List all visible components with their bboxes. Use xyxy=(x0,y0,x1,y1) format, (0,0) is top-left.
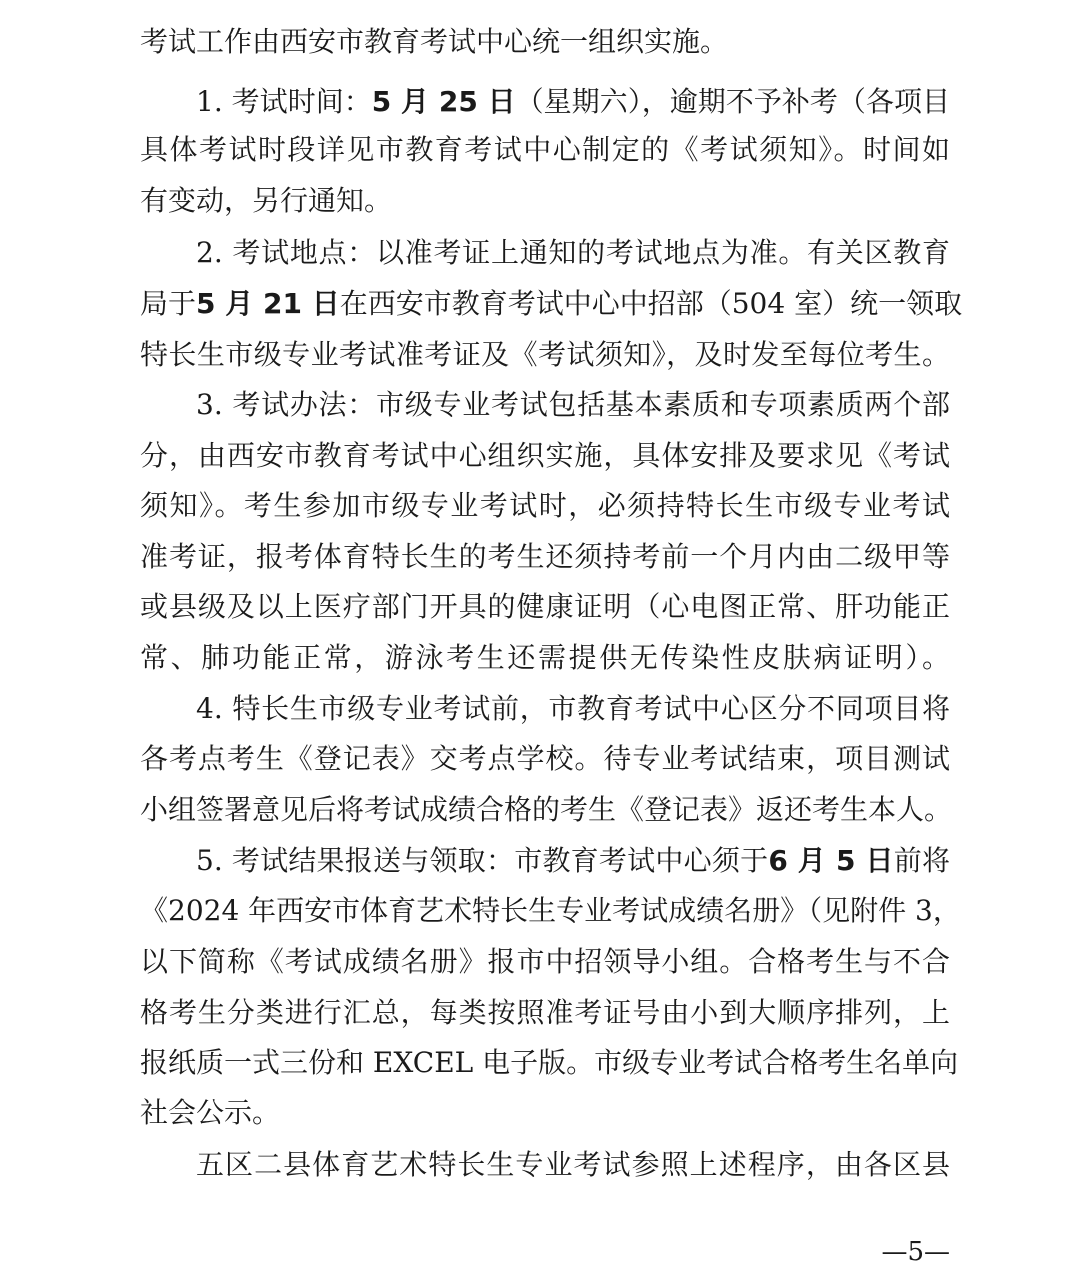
text-line-16: 小组签署意见后将考试成绩合格的考生《登记表》返还考生本人。 xyxy=(140,793,953,826)
text-line-15: 各考点考生《登记表》交考点学校。待专业考试结束，项目测试 xyxy=(140,742,950,775)
text-line-23: 五区二县体育艺术特长生专业考试参照上述程序，由各区县 xyxy=(196,1148,950,1181)
text-line-18: 《2024 年西安市体育艺术特长生专业考试成绩名册》（见附件 3， xyxy=(140,894,961,927)
text-line-11: 准考证，报考体育特长生的考生还须持考前一个月内由二级甲等 xyxy=(140,540,950,573)
text-line-9: 分，由西安市教育考试中心组织实施，具体安排及要求见《考试 xyxy=(140,439,950,472)
text-line-6: 局于5 月 21 日在西安市教育考试中心中招部（504 室）统一领取 xyxy=(140,287,963,320)
ticket-pickup-date: 5 月 21 日 xyxy=(196,287,340,320)
text-line-22: 社会公示。 xyxy=(140,1096,281,1129)
text-line-7: 特长生市级专业考试准考证及《考试须知》，及时发至每位考生。 xyxy=(140,338,950,371)
text-line-12: 或县级及以上医疗部门开具的健康证明（心电图正常、肝功能正 xyxy=(140,590,950,623)
text-line-2: 1. 考试时间：5 月 25 日（星期六），逾期不予补考（各项目 xyxy=(196,85,950,118)
text-line-21: 报纸质一式三份和 EXCEL 电子版。市级专业考试合格考生名单向 xyxy=(140,1046,959,1079)
text-line-14: 4. 特长生市级专业考试前，市教育考试中心区分不同项目将 xyxy=(196,692,950,725)
exam-date: 5 月 25 日 xyxy=(371,85,516,118)
text-line-13: 常、肺功能正常，游泳考生还需提供无传染性皮肤病证明）。 xyxy=(140,641,950,674)
results-deadline: 6 月 5 日 xyxy=(768,844,894,877)
text-line-8: 3. 考试办法：市级专业考试包括基本素质和专项素质两个部 xyxy=(196,388,950,421)
text-line-5: 2. 考试地点：以准考证上通知的考试地点为准。有关区教育 xyxy=(196,236,950,269)
text-line-3: 具体考试时段详见市教育考试中心制定的《考试须知》。时间如 xyxy=(140,133,950,166)
text-line-4: 有变动，另行通知。 xyxy=(140,184,393,217)
text-line-1: 考试工作由西安市教育考试中心统一组织实施。 xyxy=(140,25,729,58)
text-line-17: 5. 考试结果报送与领取：市教育考试中心须于6 月 5 日前将 xyxy=(196,844,950,877)
page-number: —5— xyxy=(881,1237,950,1267)
text-line-19: 以下简称《考试成绩名册》报市中招领导小组。合格考生与不合 xyxy=(140,945,950,978)
text-line-20: 格考生分类进行汇总，每类按照准考证号由小到大顺序排列，上 xyxy=(140,996,950,1029)
text-line-10: 须知》。考生参加市级专业考试时，必须持特长生市级专业考试 xyxy=(140,489,950,522)
